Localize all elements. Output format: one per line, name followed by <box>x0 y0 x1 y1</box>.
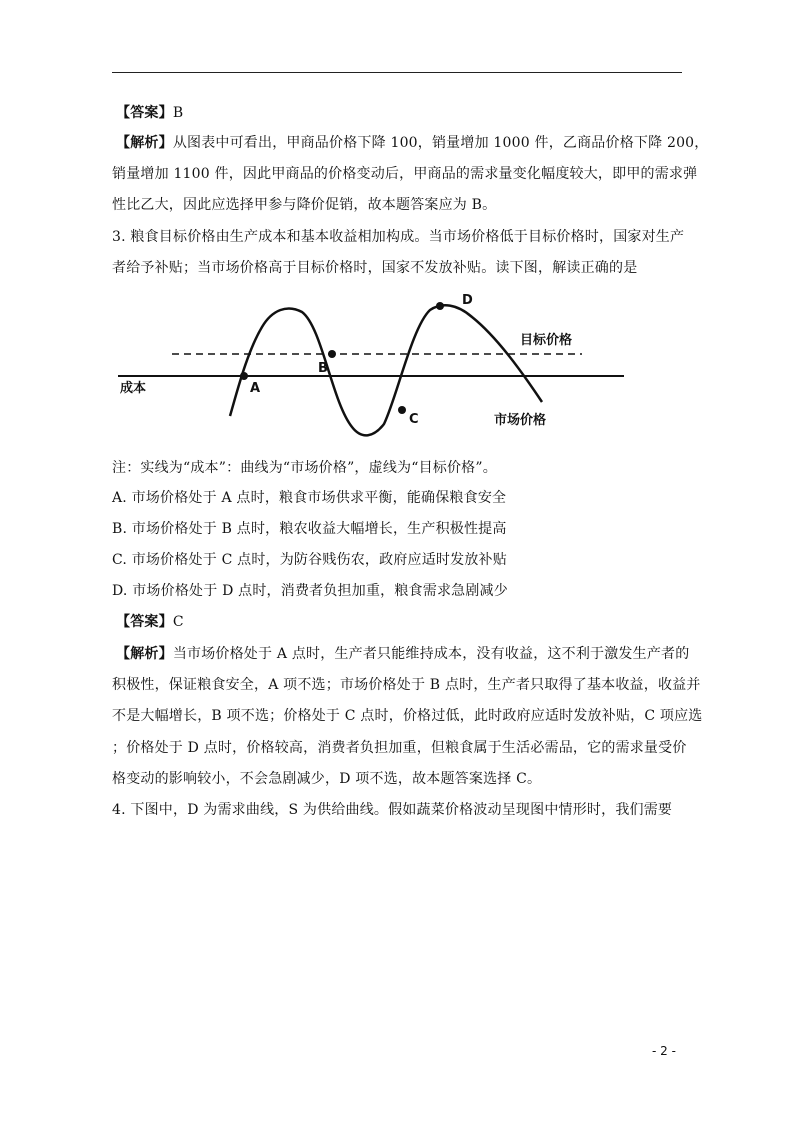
q3-analysis-line-3: 不是大幅增长，B 项不选；价格处于 C 点时，价格过低，此时政府应适时发放补贴，C 项应选 <box>112 708 703 724</box>
q2-analysis-line-3: 性比乙大，因此应选择甲参与降价促销，故本题答案应为 B。 <box>112 197 497 213</box>
price-chart <box>112 292 632 442</box>
label-point-d: D <box>462 293 473 308</box>
point-a-marker <box>240 372 248 380</box>
answer-tag: 【答案】 <box>116 105 173 121</box>
q2-answer-line <box>116 103 183 123</box>
point-b-marker <box>328 350 336 358</box>
q3-option-a: A. 市场价格处于 A 点时，粮食市场供求平衡，能确保粮食安全 <box>112 490 507 506</box>
q3-option-d: D. 市场价格处于 D 点时，消费者负担加重，粮食需求急剧减少 <box>112 583 508 599</box>
q3-option-c: C. 市场价格处于 C 点时，为防谷贱伤农，政府应适时发放补贴 <box>112 552 507 568</box>
q3-analysis-line-2: 积极性，保证粮食安全，A 项不选；市场价格处于 B 点时，生产者只取得了基本收益，收益并 <box>112 677 701 693</box>
q4-stem-line-1: 4. 下图中，D 为需求曲线，S 为供给曲线。假如蔬菜价格波动呈现图中情形时，我们需要 <box>112 802 673 818</box>
q3-analysis-line-5: 格变动的影响较小，不会急剧减少，D 项不选，故本题答案选择 C。 <box>112 771 542 787</box>
label-point-a: A <box>250 381 261 396</box>
q3-option-b: B. 市场价格处于 B 点时，粮农收益大幅增长，生产积极性提高 <box>112 521 507 537</box>
label-point-b: B <box>318 361 328 376</box>
label-target-price: 目标价格 <box>520 333 573 348</box>
analysis-text: 从图表中可看出，甲商品价格下降 100，销量增加 1000 件，乙商品价格下降 200， <box>172 135 709 151</box>
point-c-marker <box>398 406 406 414</box>
label-market-price: 市场价格 <box>494 413 547 428</box>
analysis-tag: 【解析】 <box>116 646 173 662</box>
answer-value: B <box>172 105 184 121</box>
analysis-text: 当市场价格处于 A 点时，生产者只能维持成本，没有收益，这不利于激发生产者的 <box>172 646 690 662</box>
answer-tag: 【答案】 <box>116 614 173 630</box>
header-rule <box>112 72 682 73</box>
answer-value: C <box>172 614 184 630</box>
label-point-c: C <box>409 412 419 427</box>
q3-analysis-line-1 <box>116 644 689 664</box>
label-cost: 成本 <box>120 381 147 396</box>
analysis-tag: 【解析】 <box>116 135 173 151</box>
q3-analysis-line-4: ；价格处于 D 点时，价格较高，消费者负担加重，但粮食属于生活必需品，它的需求量受价 <box>112 740 687 756</box>
q3-answer-line <box>116 612 184 632</box>
q3-stem-line-2: 者给予补贴；当市场价格高于目标价格时，国家不发放补贴。读下图，解读正确的是 <box>112 260 638 276</box>
page-number: - 2 - <box>652 1044 676 1058</box>
q2-analysis-line-2: 销量增加 1100 件，因此甲商品的价格变动后，甲商品的需求量变化幅度较大，即甲的需求弹 <box>112 166 698 182</box>
price-figure <box>112 292 632 442</box>
q2-analysis-line-1 <box>116 133 708 153</box>
point-d-marker <box>436 302 444 310</box>
q3-note: 注：实线为“成本”：曲线为“市场价格”，虚线为“目标价格”。 <box>112 460 497 476</box>
q3-stem-line-1: 3. 粮食目标价格由生产成本和基本收益相加构成。当市场价格低于目标价格时，国家对生产 <box>112 229 685 245</box>
